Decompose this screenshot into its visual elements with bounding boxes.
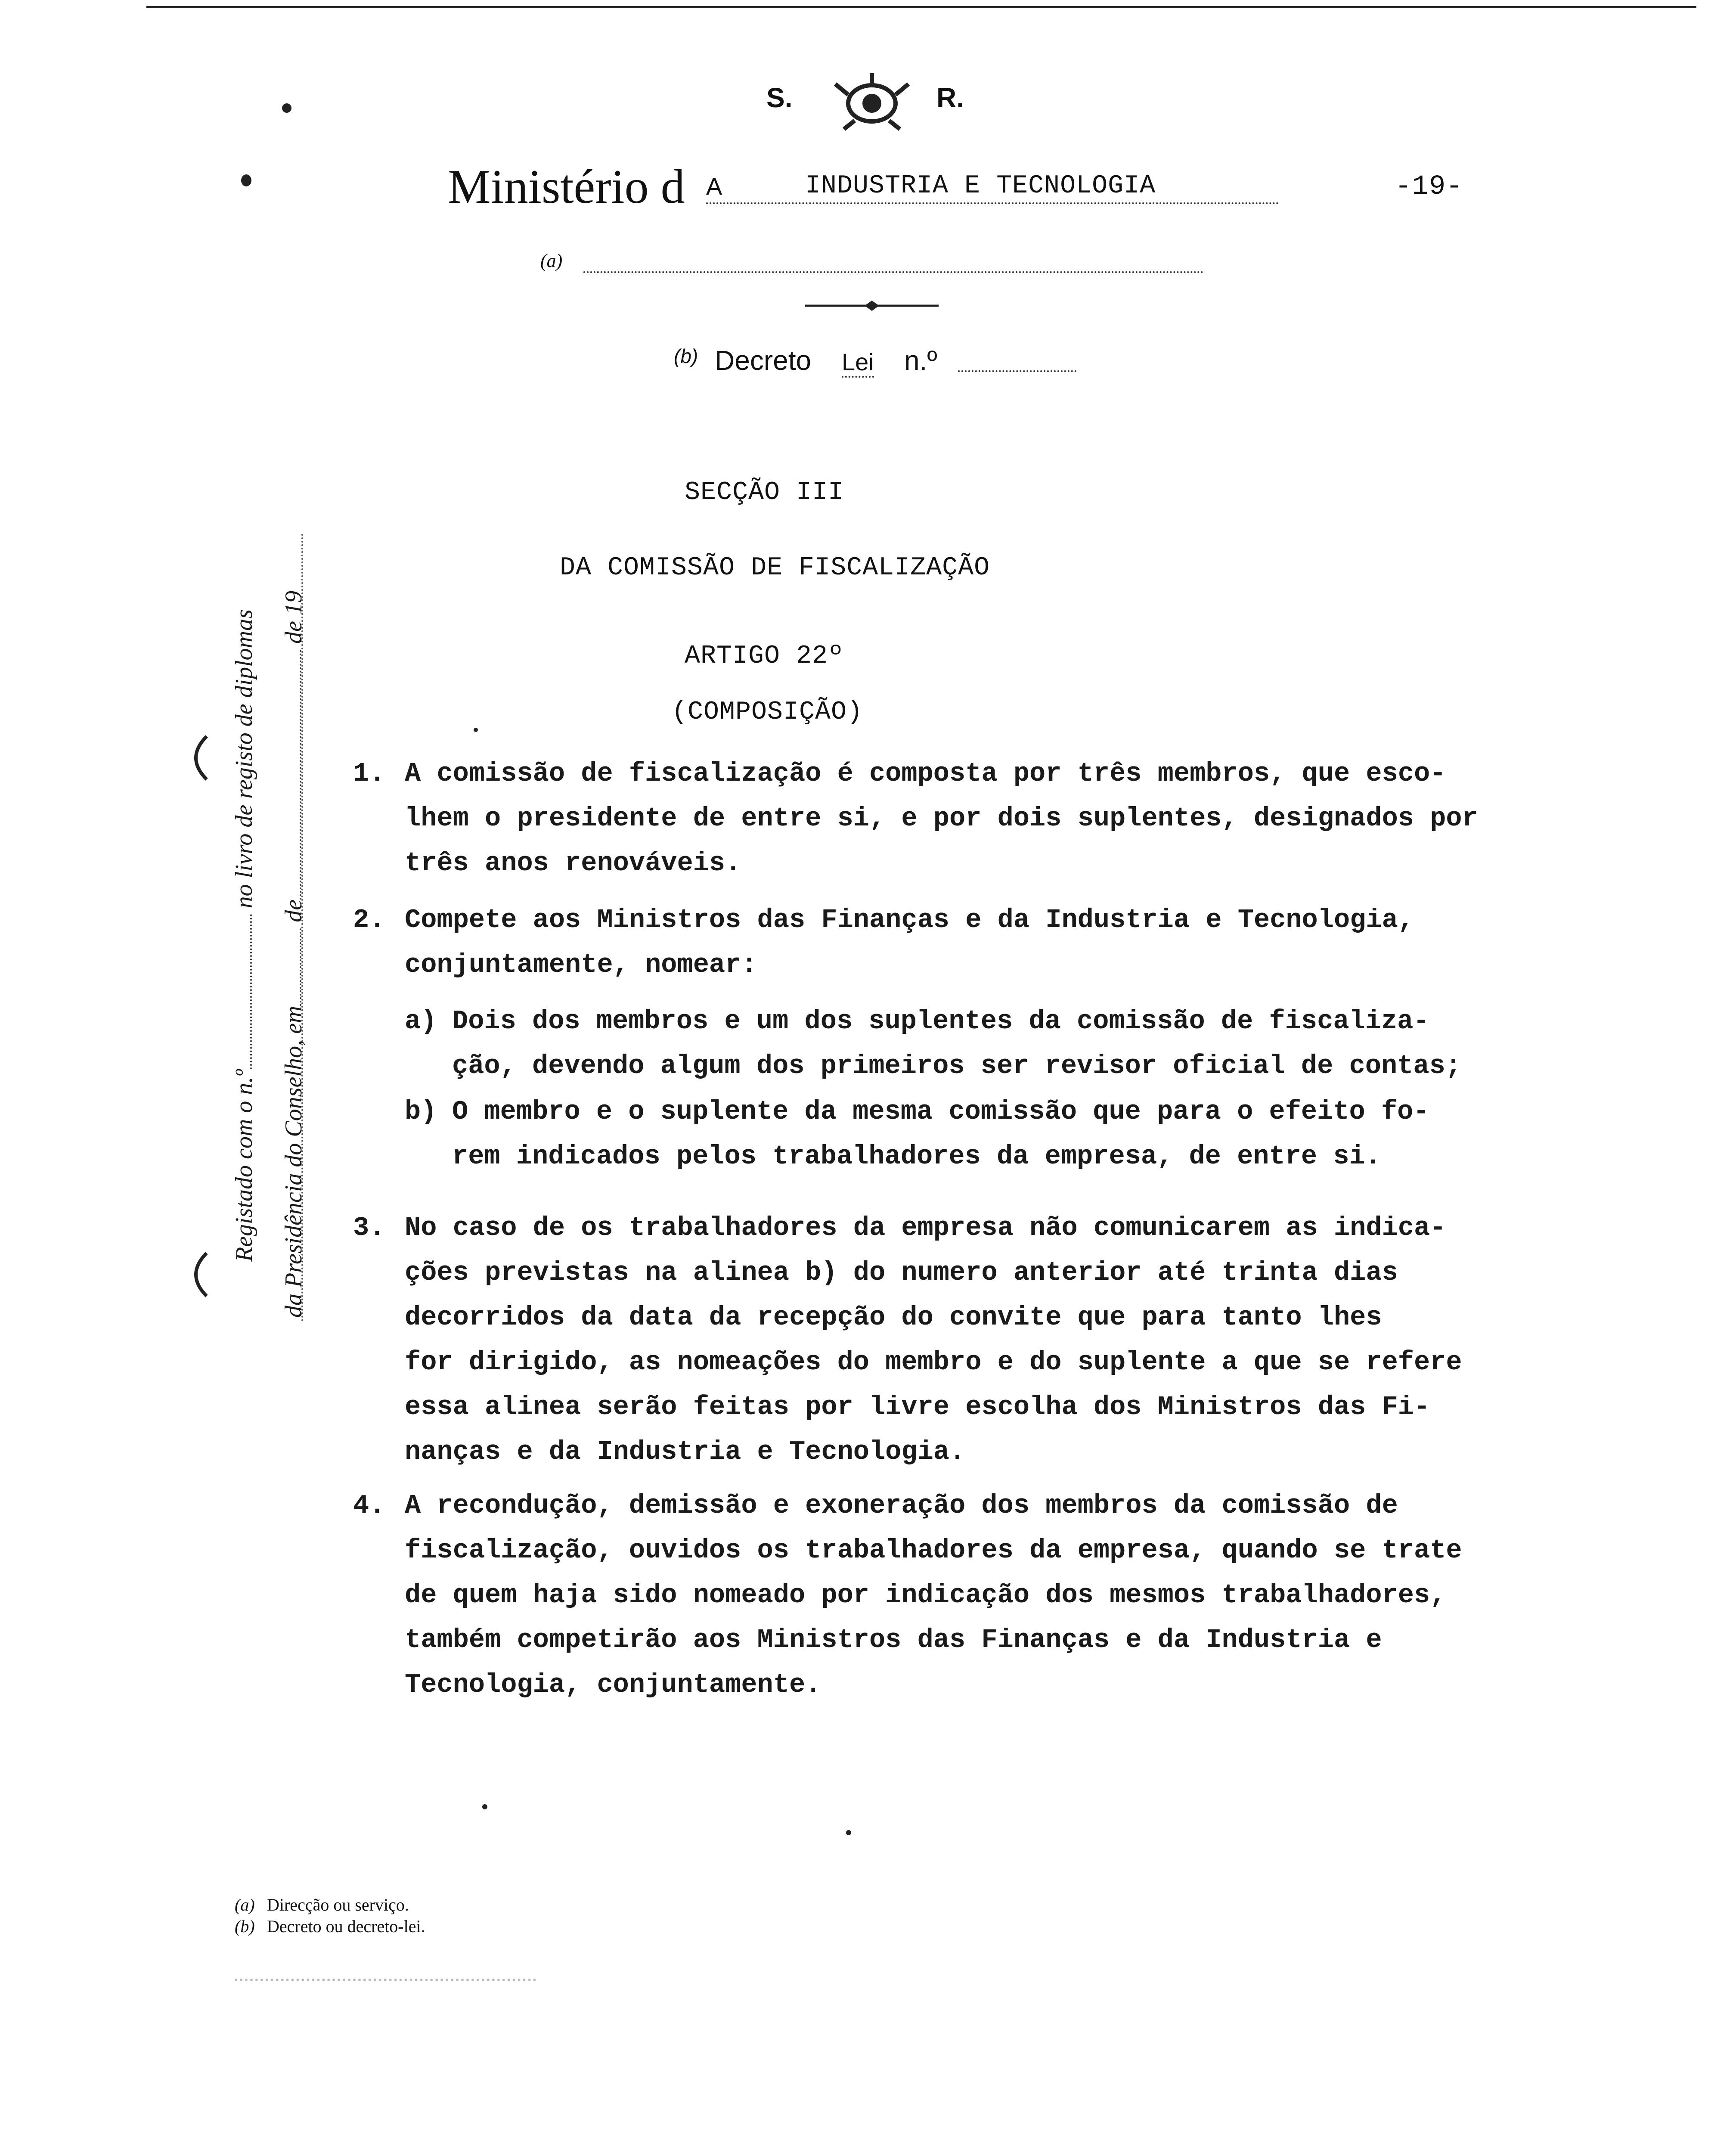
paragraph-line: Compete aos Ministros das Finanças e da Industria e Tecnologia, <box>405 905 1414 935</box>
paragraph-line: No caso de os trabalhadores da empresa não comunicarem as indica- <box>405 1213 1446 1243</box>
item-line: O membro e o suplente da mesma comissão que para o efeito fo- <box>452 1096 1429 1127</box>
footnote-b-marker: (b) <box>235 1917 255 1936</box>
decreto-marker: (b) <box>674 345 698 367</box>
punch-mark <box>282 103 291 113</box>
item-b <box>405 1089 1610 1179</box>
item-marker: b) <box>405 1096 437 1127</box>
margin-de19: de 19 <box>280 591 307 644</box>
diamond-rule <box>805 297 939 314</box>
paragraph-2 <box>353 898 1602 987</box>
item-line: ção, devendo algum dos primeiros ser revisor oficial de contas; <box>452 1051 1461 1081</box>
paragraph-number: 2. <box>353 905 385 935</box>
paragraph-line: A recondução, demissão e exoneração dos membros da comissão de <box>405 1490 1398 1521</box>
speck <box>482 1804 487 1809</box>
paragraph-number: 3. <box>353 1213 385 1243</box>
paragraph-line: conjuntamente, nomear: <box>405 949 757 980</box>
margin-registado: Registado com o n.º <box>231 1069 257 1262</box>
margin-dotted <box>250 914 252 1069</box>
paragraph-line: for dirigido, as nomeações do membro e do suplente a que se refere <box>405 1347 1462 1377</box>
paragraph-line: Tecnologia, conjuntamente. <box>405 1669 822 1700</box>
paragraph-4 <box>353 1483 1602 1707</box>
paragraph-line: A comissão de fiscalização é composta por três membros, que esco- <box>405 758 1446 789</box>
margin-de: de <box>280 899 307 922</box>
paragraph-line: de quem haja sido nomeado por indicação dos mesmos trabalhadores, <box>405 1580 1446 1610</box>
top-rule <box>146 6 1696 8</box>
ministerio-suffix: A <box>706 173 722 200</box>
margin-bracket-top <box>181 732 215 784</box>
item-a <box>405 999 1610 1089</box>
speck <box>474 728 478 732</box>
line-a-marker: (a) <box>540 250 563 271</box>
paragraph-number: 4. <box>353 1490 385 1521</box>
ministerio-label: Ministério d <box>448 160 685 214</box>
decreto-label: Decreto <box>715 345 812 376</box>
section-subtitle: DA COMISSÃO DE FISCALIZAÇÃO <box>560 553 990 583</box>
margin-presidencia: da Presidência do Conselho, em <box>280 1005 307 1318</box>
paragraph-number: 1. <box>353 758 385 789</box>
item-line: rem indicados pelos trabalhadores da empresa, de entre si. <box>452 1141 1381 1172</box>
article-heading: (COMPOSIÇÃO) <box>672 698 863 727</box>
ministerio-name: INDUSTRIA E TECNOLOGIA <box>805 171 1156 201</box>
decreto-number-label: n.º <box>904 345 937 376</box>
paragraph-line: fiscalização, ouvidos os trabalhadores da empresa, quando se trate <box>405 1535 1462 1566</box>
margin-registado-text <box>230 609 258 1262</box>
margin-livro: no livro de registo de diplomas <box>231 609 257 909</box>
section-title: SECÇÃO III <box>685 478 844 507</box>
paragraph-line: ções previstas na alinea b) do numero anterior até trinta dias <box>405 1257 1398 1288</box>
paragraph-line: nanças e da Industria e Tecnologia. <box>405 1436 966 1467</box>
item-marker: a) <box>405 1006 437 1036</box>
article-number: ARTIGO 22º <box>685 642 844 671</box>
printer-imprint-line <box>235 1974 536 1981</box>
speck <box>846 1830 851 1835</box>
item-line: Dois dos membros e um dos suplentes da comissão de fiscaliza- <box>452 1006 1429 1036</box>
paragraph-line: decorridos da data da recepção do convite que para tanto lhes <box>405 1302 1382 1333</box>
decreto-dotted <box>958 349 1076 372</box>
paragraph-line: também competirão aos Ministros das Finanças e da Industria e <box>405 1625 1382 1655</box>
decreto-lei: Lei <box>842 348 874 378</box>
margin-bracket-bottom <box>181 1249 215 1300</box>
paragraph-1 <box>353 751 1602 886</box>
line-a-dotted <box>583 250 1203 273</box>
footnote-a-text: Direcção ou serviço. <box>267 1895 409 1914</box>
paragraph-3 <box>353 1206 1602 1474</box>
footnote-b-text: Decreto ou decreto-lei. <box>267 1917 425 1936</box>
seal-right-letter: R. <box>936 82 964 113</box>
punch-mark <box>241 174 251 186</box>
paragraph-line: três anos renováveis. <box>405 848 741 878</box>
paragraph-line: essa alinea serão feitas por livre escolha dos Ministros das Fi- <box>405 1392 1430 1422</box>
margin-dotted-rule <box>301 534 305 1322</box>
seal-left-letter: S. <box>766 82 793 113</box>
paragraph-line: lhem o presidente de entre si, e por dois suplentes, designados por <box>405 803 1478 834</box>
footnote-a-marker: (a) <box>235 1895 255 1914</box>
page-number: -19- <box>1395 171 1463 202</box>
coat-of-arms-icon <box>829 69 915 133</box>
